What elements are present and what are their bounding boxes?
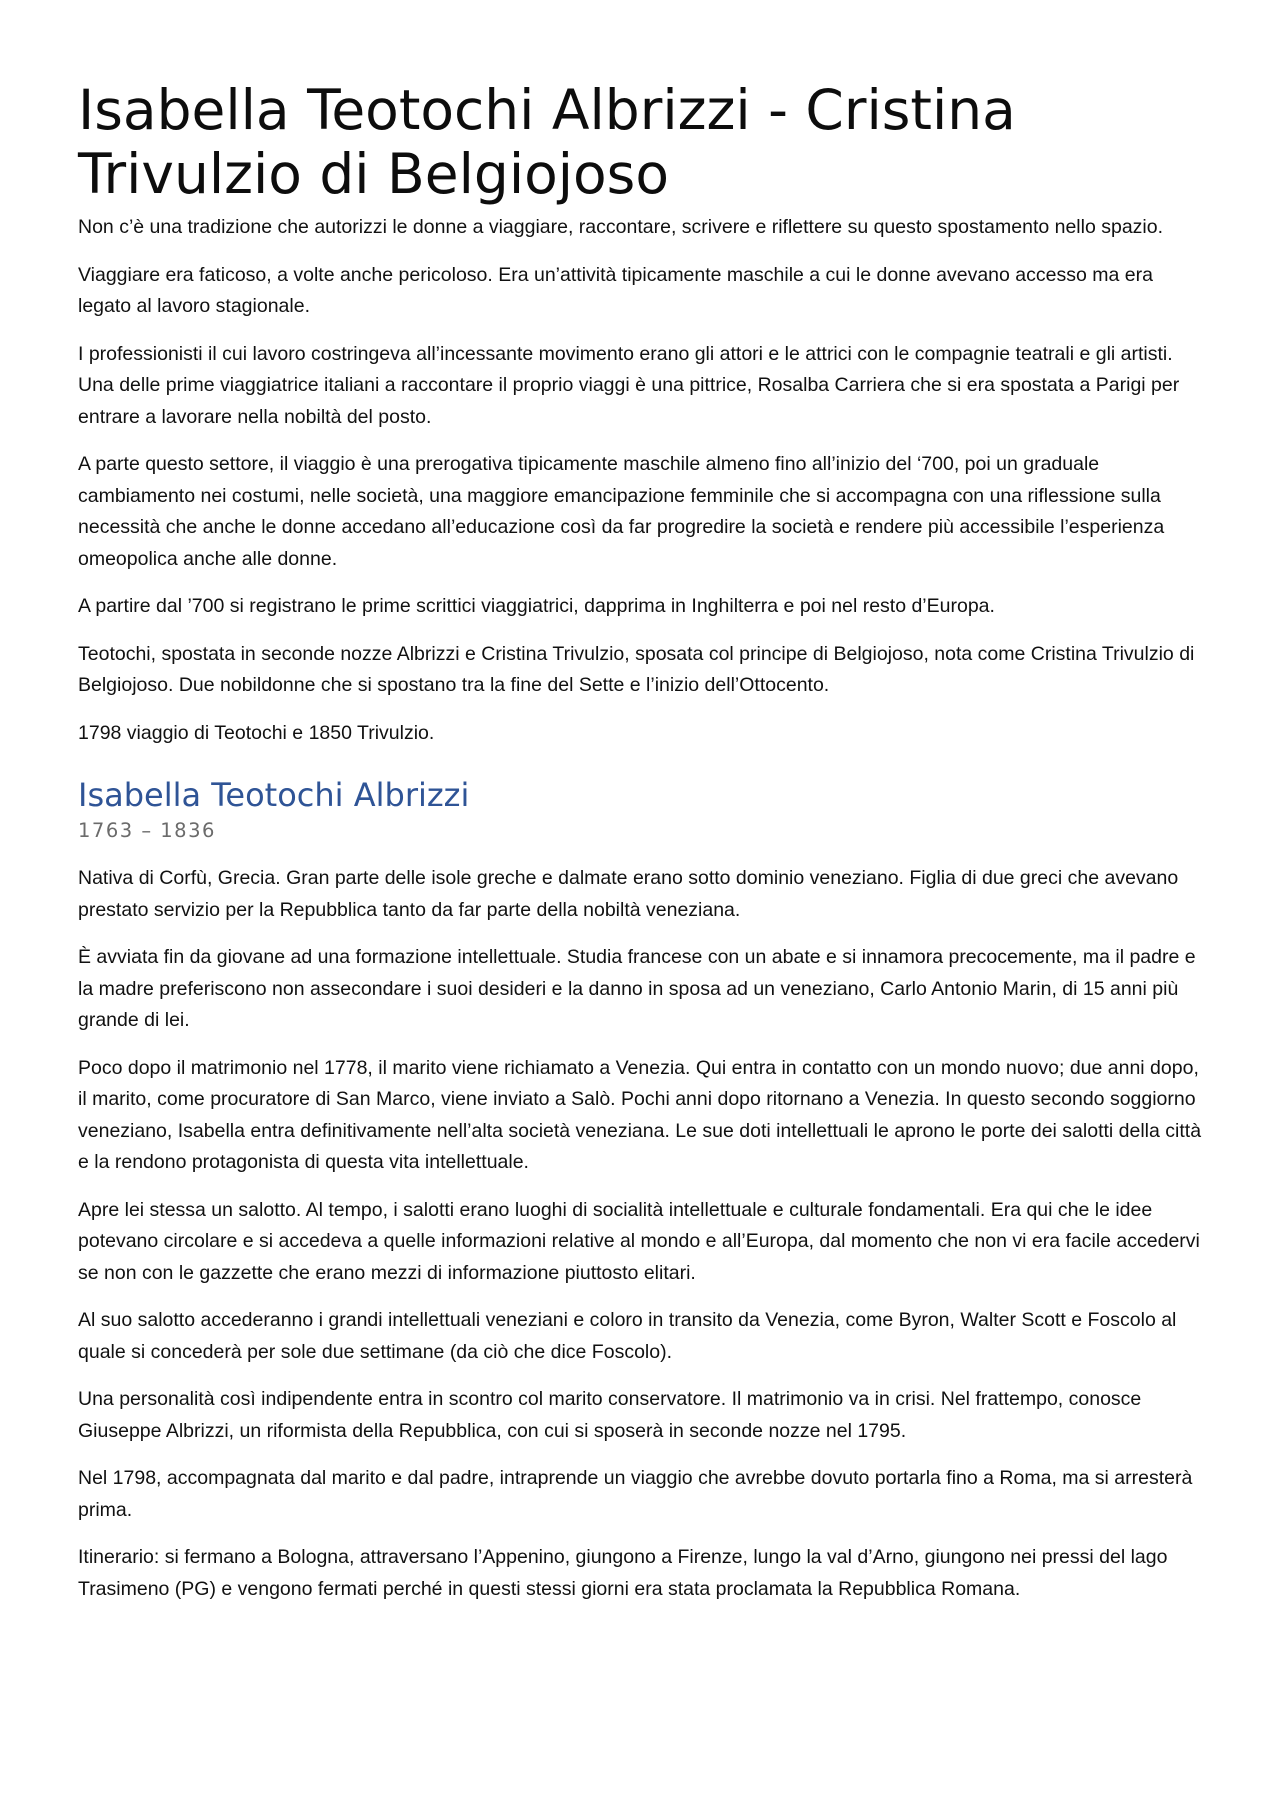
section-paragraph: È avviata fin da giovane ad una formazione intellettuale. Studia francese con un abate e si innamora precocemente, ma il padre e la madre preferiscono non assecondare i suoi desideri e la danno in sposa ad un veneziano, Carlo Antonio Marin, di 15 anni più grande di lei. xyxy=(78,946,1196,1031)
intro-paragraph: A parte questo settore, il viaggio è una prerogativa tipicamente maschile almeno fino all’inizio del ‘700, poi un graduale cambiamento nei costumi, nelle società, una maggiore emancipazione femminile che si accompagna con una riflessione sulla necessità che anche le donne accedano all’educazione così da far progredire la società e rendere più accessibile l’esperienza omeopolica anche alle donne. xyxy=(78,453,1165,570)
page-title: Isabella Teotochi Albrizzi - Cristina Trivulzio di Belgiojoso xyxy=(78,78,1016,206)
intro-paragraph: A partire dal ’700 si registrano le prime scrittici viaggiatrici, dapprima in Inghilterra e poi nel resto d’Europa. xyxy=(78,595,995,617)
section-paragraph: Una personalità così indipendente entra in scontro col marito conservatore. Il matrimonio va in crisi. Nel frattempo, conosce Giuseppe Albrizzi, un riformista della Repubblica, con cui si sposerà in seconde nozze nel 1795. xyxy=(78,1388,1142,1442)
intro-paragraph: Viaggiare era faticoso, a volte anche pericoloso. Era un’attività tipicamente maschile a cui le donne avevano accesso ma era legato al lavoro stagionale. xyxy=(78,263,1153,317)
section-heading: Isabella Teotochi Albrizzi xyxy=(78,776,470,814)
intro-paragraph: Non c’è una tradizione che autorizzi le donne a viaggiare, raccontare, scrivere e riflettere su questo spostamento nello spazio. xyxy=(78,216,1164,238)
section-paragraph: Nel 1798, accompagnata dal marito e dal padre, intraprende un viaggio che avrebbe dovuto portarla fino a Roma, ma si arresterà prima. xyxy=(78,1467,1193,1521)
section-paragraph: Nativa di Corfù, Grecia. Gran parte delle isole greche e dalmate erano sotto dominio veneziano. Figlia di due greci che avevano prestato servizio per la Repubblica tanto da far parte della nobiltà veneziana. xyxy=(78,867,1179,921)
intro-paragraph: I professionisti il cui lavoro costringeva all’incessante movimento erano gli attori e le attrici con le compagnie teatrali e gli artisti. Una delle prime viaggiatrice italiani a raccontare il proprio viaggi è una pittrice, Rosalba Carriera che si era spostata a Parigi per entrare a lavorare nella nobiltà del posto. xyxy=(78,342,1180,428)
section-paragraph: Al suo salotto accederanno i grandi intellettuali veneziani e coloro in transito da Venezia, come Byron, Walter Scott e Foscolo al quale si concederà per sole due settimane (da ciò che dice Foscolo). xyxy=(78,1309,1177,1363)
section-paragraph: Itinerario: si fermano a Bologna, attraversano l’Appenino, giungono a Firenze, lungo la val d’Arno, giungono nei pressi del lago Trasimeno (PG) e vengono fermati perché in questi stessi giorni era stata proclamata la Repubblica Romana. xyxy=(78,1546,1168,1600)
intro-section xyxy=(78,212,1210,749)
albrizzi-section xyxy=(78,775,1210,1605)
section-paragraph: Apre lei stessa un salotto. Al tempo, i salotti erano luoghi di socialità intellettuale e culturale fondamentali. Era qui che le idee potevano circolare e si accedeva a quelle informazioni relative al mondo e all’Europa, dal momento che non vi era facile accedervi se non con le gazzette che erano mezzi di informazione piuttosto elitari. xyxy=(78,1198,1200,1284)
section-paragraph: Poco dopo il matrimonio nel 1778, il marito viene richiamato a Venezia. Qui entra in contatto con un mondo nuovo; due anni dopo, il marito, come procuratore di San Marco, viene inviato a Salò. Pochi anni dopo ritornano a Venezia. In questo secondo soggiorno veneziano, Isabella entra definitivamente nell’alta società veneziana. Le sue doti intellettuali le aprono le porte dei salotti della città e la rendono protagonista di questa vita intellettuale. xyxy=(78,1056,1202,1173)
document-page xyxy=(78,78,1210,1621)
intro-paragraph: 1798 viaggio di Teotochi e 1850 Trivulzio. xyxy=(78,721,435,744)
intro-paragraph: Teotochi, spostata in seconde nozze Albrizzi e Cristina Trivulzio, sposata col principe di Belgiojoso, nota come Cristina Trivulzio di Belgiojoso. Due nobildonne che si spostano tra la fine del Sette e l’inizio dell’Ottocento. xyxy=(78,642,1195,696)
section-dates: 1763 – 1836 xyxy=(78,819,216,842)
